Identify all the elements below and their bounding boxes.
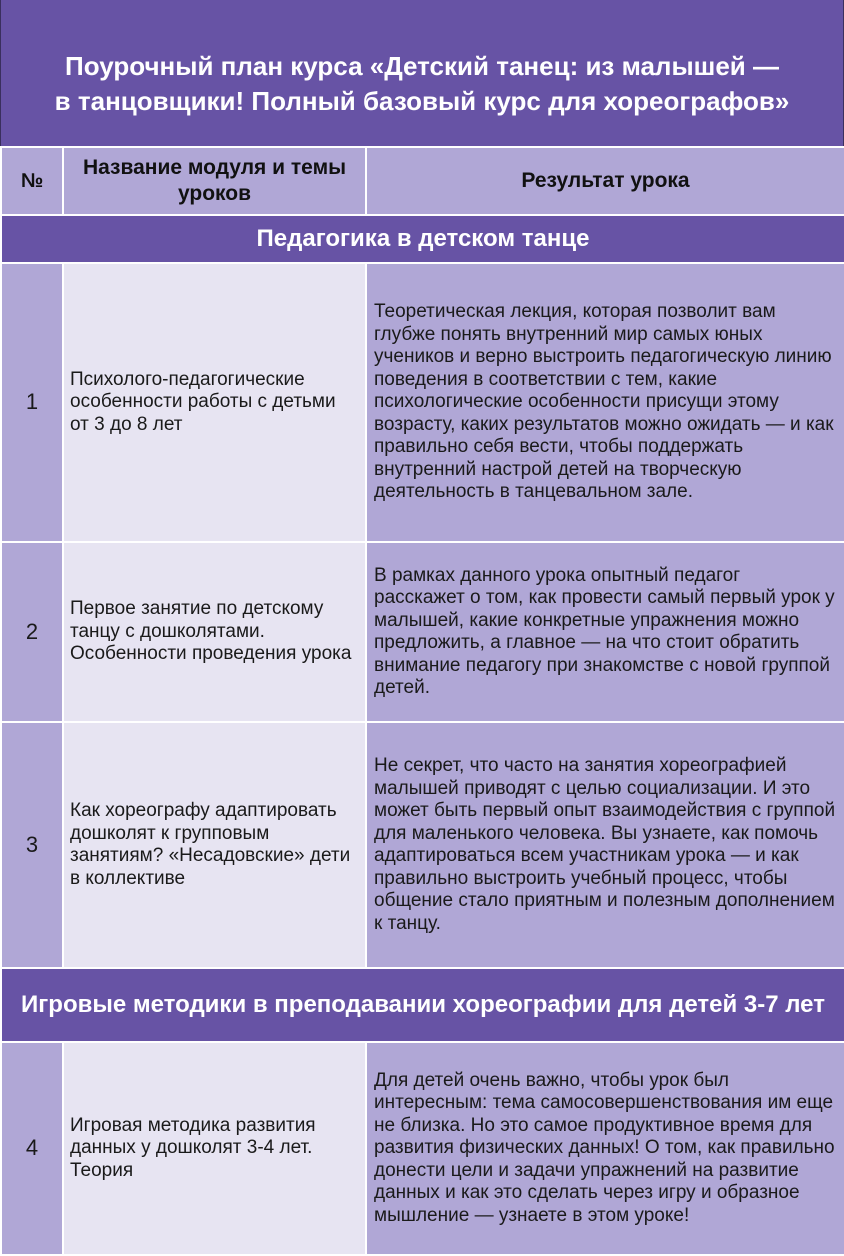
lesson-topic: Как хореографу адаптировать дошколят к групповым занятиям? «Несадовские» дети в коллективе bbox=[63, 722, 366, 968]
lesson-number: 2 bbox=[1, 542, 63, 722]
table-row bbox=[1, 1042, 844, 1255]
header-number: № bbox=[1, 147, 63, 215]
table-row bbox=[1, 263, 844, 542]
lesson-result: Теоретическая лекция, которая позволит вам глубже понять внутренний мир самых юных учеников и верно выстроить педагогическую линию поведения в соответствии с тем, какие психологические особенности присущи этому возрасту, каких результатов можно ожидать — и как правильно себя вести, чтобы поддержать внутренний настрой детей на творческую деятельность в танцевальном зале. bbox=[366, 263, 844, 542]
table-row bbox=[1, 542, 844, 722]
lesson-topic: Первое занятие по детскому танцу с дошколятами. Особенности проведения урока bbox=[63, 542, 366, 722]
lesson-result: Не секрет, что часто на занятия хореографией малышей приводят с целью социализации. И это может быть первый опыт взаимодействия с группой для маленького человека. Вы узнаете, как помочь адаптироваться всем участникам урока — и как правильно выстроить учебный процесс, чтобы общение стало приятным и полезным дополнением к танцу. bbox=[366, 722, 844, 968]
lesson-number: 1 bbox=[1, 263, 63, 542]
section-title: Игровые методики в преподавании хореографии для детей 3-7 лет bbox=[1, 968, 844, 1042]
header-topic: Название модуля и темы уроков bbox=[63, 147, 366, 215]
page-title bbox=[0, 0, 844, 146]
section-title: Педагогика в детском танце bbox=[1, 215, 844, 263]
lesson-topic: Психолого-педагогические особенности работы с детьми от 3 до 8 лет bbox=[63, 263, 366, 542]
page-title-line-1: Поурочный план курса «Детский танец: из малышей — bbox=[65, 51, 779, 81]
table-row bbox=[1, 722, 844, 968]
lesson-result: В рамках данного урока опытный педагог расскажет о том, как провести самый первый урок у малышей, какие конкретные упражнения можно предложить, а главное — на что стоит обратить внимание педагогу при знакомстве с новой группой детей. bbox=[366, 542, 844, 722]
table-header-row bbox=[1, 147, 844, 215]
lesson-topic: Игровая методика развития данных у дошколят 3-4 лет. Теория bbox=[63, 1042, 366, 1255]
lesson-plan-table bbox=[0, 146, 844, 1256]
page-title-line-2: в танцовщики! Полный базовый курс для хореографов» bbox=[54, 86, 790, 116]
lesson-number: 4 bbox=[1, 1042, 63, 1255]
section-row bbox=[1, 215, 844, 263]
lesson-number: 3 bbox=[1, 722, 63, 968]
section-row bbox=[1, 968, 844, 1042]
lesson-result: Для детей очень важно, чтобы урок был интересным: тема самосовершенствования им еще не близка. Но это самое продуктивное время для развития физических данных! О том, как правильно донести цели и задачи упражнений на развитие данных и как это сделать через игру и образное мышление — узнаете в этом уроке! bbox=[366, 1042, 844, 1255]
header-result: Результат урока bbox=[366, 147, 844, 215]
